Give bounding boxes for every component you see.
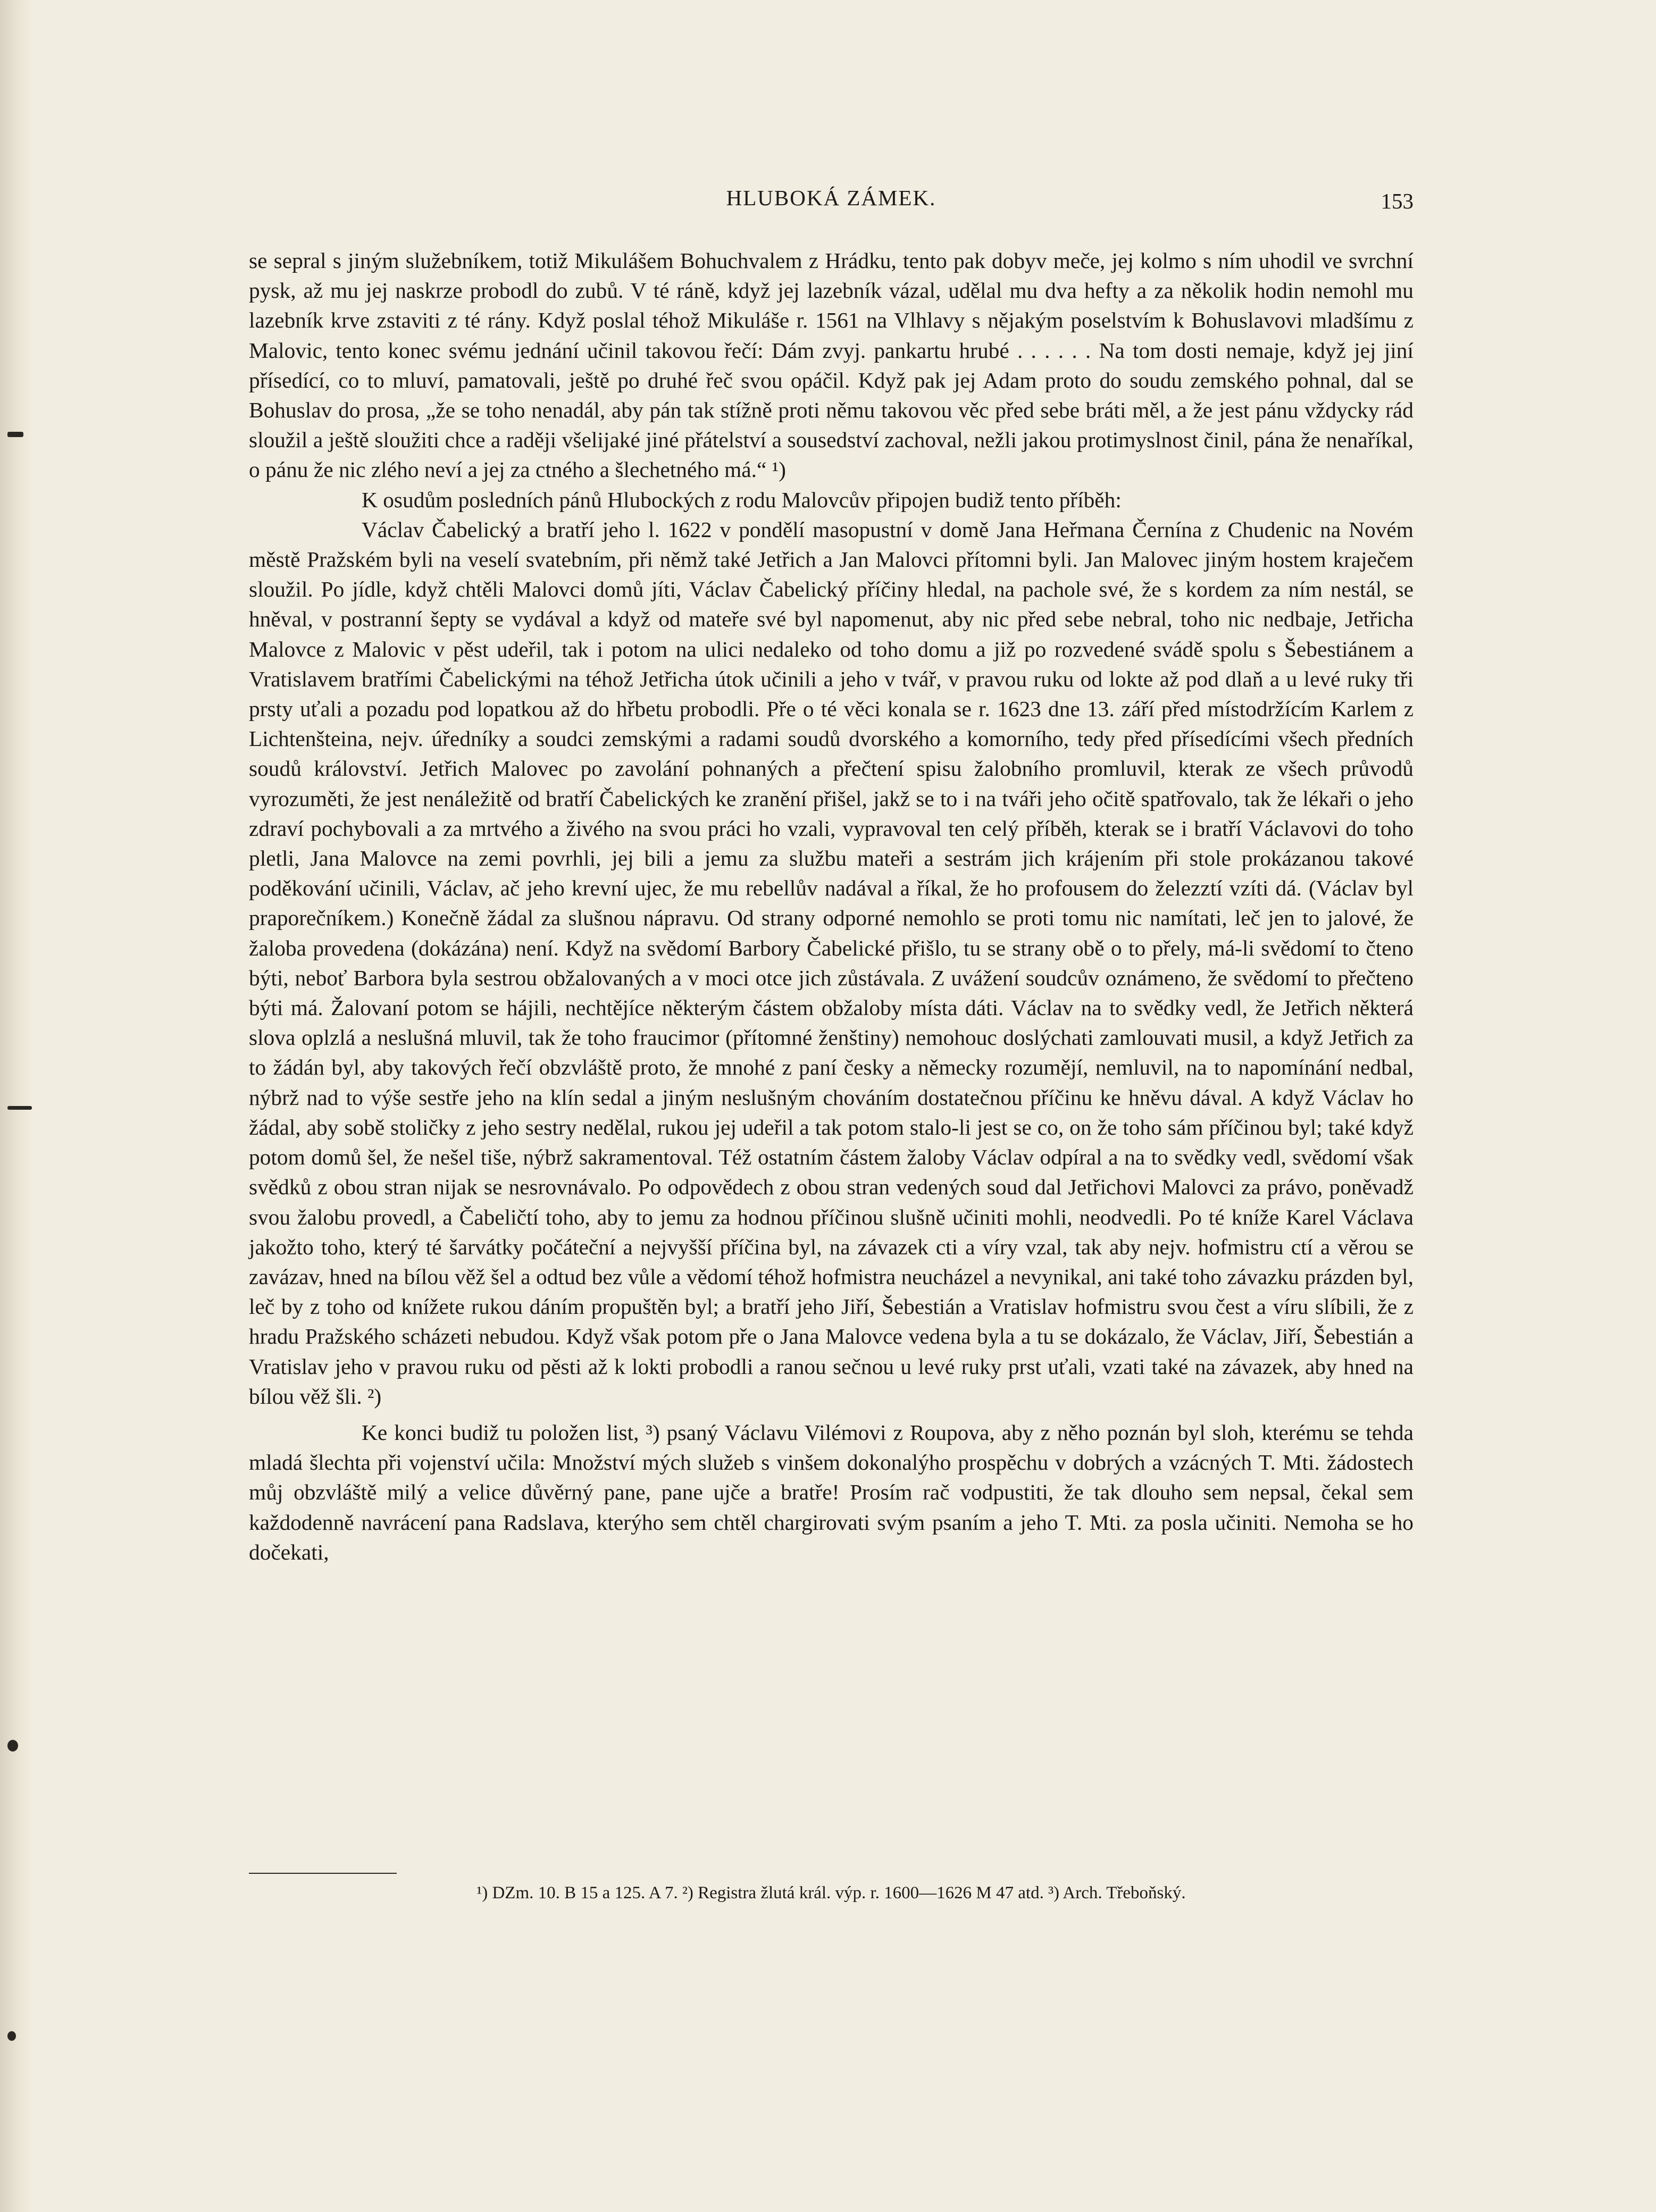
paragraph-4: Ke konci budiž tu položen list, ³) psaný Václavu Vilémovi z Roupova, aby z něho poznán byl sloh, kterému se tehda mladá šlechta při vojenství učila: Množství mých služeb s vinšem dokonalýho prospěchu v dobrých a vzácných T. Mti. žádostech můj obzvláště milý a velice důvěrný pane, pane ujče a bratře! Prosím rač vodpustiti, že tak dlouho sem nepsal, čekal sem každodenně navrácení pana Radslava, kterýho sem chtěl chargirovati svým psaním a jeho T. Mti. za posla učiniti. Nemoha se ho dočekati, [249, 1420, 1414, 1564]
footnotes: ¹) DZm. 10. B 15 a 125. A 7. ²) Registra žlutá král. výp. r. 1600—1626 M 47 atd. ³) Arch. Třeboňský. [476, 1883, 1186, 1903]
body-text [249, 246, 1414, 1567]
margin-mark [7, 1740, 18, 1752]
margin-mark [7, 432, 23, 437]
page-header [249, 185, 1414, 222]
margin-mark [7, 1106, 32, 1110]
running-title: HLUBOKÁ ZÁMEK. [726, 186, 936, 210]
footnote-divider [249, 1873, 397, 1874]
paragraph-3: Václav Čabelický a bratří jeho l. 1622 v pondělí masopustní v domě Jana Heřmana Černína z Chudenic na Novém městě Pražském byli na veselí svatebním, při němž také Jetřich a Jan Malovci přítomni byli. Jan Malovec jiným hostem kraječem sloužil. Po jídle, když chtěli Malovci domů jíti, Václav Čabelický příčiny hledal, na pachole své, že s kordem za ním nestál, se hněval, v postranní šepty se vydával a když od mateře své byl napomenut, aby nic před sebe nebral, toho nic nedbaje, Jetřicha Malovce z Malovic v pěst udeřil, tak i potom na ulici nedaleko od toho domu a již po rozvedené svádě spolu s Šebestiánem a Vratislavem bratřími Čabelickými na téhož Jetřicha útok učinili a jeho v tvář, v pravou ruku od lokte až pod dlaň a u levé ruky tři prsty uťali a pozadu pod lopatkou až do hřbetu probodli. Pře o té věci konala se r. 1623 dne 13. září před místodržícím Karlem z Lichtenšteina, nejv. úředníky a soudci zemskými a radami soudů dvorského a komorního, tedy před přísedícími všech předních soudů království. Jetřich Malovec po zavolání pohnaných a přečtení spisu žalobního promluvil, kterak ze všech průvodů vyrozuměti, že jest nenáležitě od bratří Čabelických ke zranění přišel, jakž se to i na tváři jeho očitě spatřovalo, tak že lékaři o jeho zdraví pochybovali a za mrtvého a živého na svou práci ho vzali, vypravoval ten celý příběh, kterak se i bratří Václavovi do toho pletli, Jana Malovce na zemi povrhli, jej bili a jemu za službu mateři a sestrám jich krájením při stole prokázanou takové poděkování učinili, Václav, ač jeho krevní ujec, že mu rebellův nadával a říkal, že ho profousem do železztí vzíti dá. (Václav byl praporečníkem.) Konečně žádal za slušnou nápravu. Od strany odporné nemohlo se proti tomu nic namítati, leč jen to jalové, že žaloba provedena (dokázána) není. Když na svědomí Barbory Čabelické přišlo, tu se strany obě o to přely, má-li svědomí to čteno býti, neboť Barbora byla sestrou obžalovaných a v moci otce jich zůstávala. Z uvážení soudcův oznámeno, že svědomí to přečteno býti má. Žalovaní potom se hájili, nechtějíce některým částem obžaloby místa dáti. Václav na to svědky vedl, že Jetřich některá slova oplzlá a neslušná mluvil, tak že toho fraucimor (přítomné ženštiny) nemohouc doslýchati zamlouvati musil, a když Jetřich za to žádán byl, aby takových řečí obzvláště proto, že mnohé z paní česky a německy rozumějí, nemluvil, na to napomínání nedbal, nýbrž nad to výše sestře jeho na klín sedal a jiným neslušným chováním dostatečnou příčinu ke hněvu dával. A když Václav ho žádal, aby sobě stoličky z jeho sestry nedělal, rukou jej udeřil a tak potom stalo-li jest se co, on že toho sám příčinou byl; také když potom domů šel, že nešel tiše, nýbrž sakramentoval. Též ostatním částem žaloby Václav odpíral a na to svědky vedl, svědomí však svědků z obou stran nijak se nesrovnávalo. Po odpovědech z obou stran vedených soud dal Jetřichovi Malovci za právo, poněvadž svou žalobu provedl, a Čabeličtí toho, aby to jemu za hodnou příčinou slušně učiniti mohli, neodvedli. Po té kníže Karel Václava jakožto toho, který té šarvátky počáteční a nejvyšší příčina byl, na závazek cti a víry vzal, tak aby nejv. hofmistru ctí a věrou se zavázav, hned na bílou věž šel a odtud bez vůle a vědomí téhož hofmistra neucházel a nevynikal, ani také toho závazku prázden byl, leč by z toho od knížete rukou dáním propuštěn byl; a bratří jeho Jiří, Šebestián a Vratislav hofmistru svou čest a víru slíbili, že z hradu Pražského scházeti nebudou. Když však potom pře o Jana Malovce vedena byla a tu se dokázalo, že Václav, Jiří, Šebestián a Vratislav jeho v pravou ruku od pěsti až k lokti probodli a ranou sečnou u levé ruky prst uťali, vzati také na závazek, aby hned na bílou věž šli. ²) [249, 517, 1414, 1409]
page-number: 153 [1381, 189, 1414, 213]
margin-mark [7, 2031, 16, 2041]
paragraph-2: K osudům posledních pánů Hlubockých z rodu Malovcův připojen budiž tento příběh: [362, 487, 1122, 512]
paragraph-1: se sepral s jiným služebníkem, totiž Mikulášem Bohuchvalem z Hrádku, tento pak dobyv meče, jej kolmo s ním uhodil ve svrchní pysk, až mu jej naskrze probodl do zubů. V té ráně, když jej lazebník vázal, udělal mu dva hefty a za několik hodin nemohl mu lazebník krve zstaviti z té rány. Když poslal téhož Mikuláše r. 1561 na Vlhlavy s nějakým poselstvím k Bohuslavovi mladšímu z Malovic, tento konec svému jednání učinil takovou řečí: Dám zvyj. pankartu hrubé . . . . . . Na tom dosti nemaje, když jej jiní přísedící, co to mluví, pamatovali, ještě po druhé řeč svou opáčil. Když pak jej Adam proto do soudu zemského pohnal, dal se Bohuslav do prosa, „že se toho nenadál, aby pán tak stížně proti němu takovou věc před sebe bráti měl, a že jest pánu vždycky rád sloužil a ještě sloužiti chce a raději všelijaké jiné přátelství a sousedství zachoval, nežli jakou protimyslnost činil, pána že nenaříkal, o pánu že nic zlého neví a jej za ctného a šlechetného má.“ ¹) [249, 248, 1414, 482]
